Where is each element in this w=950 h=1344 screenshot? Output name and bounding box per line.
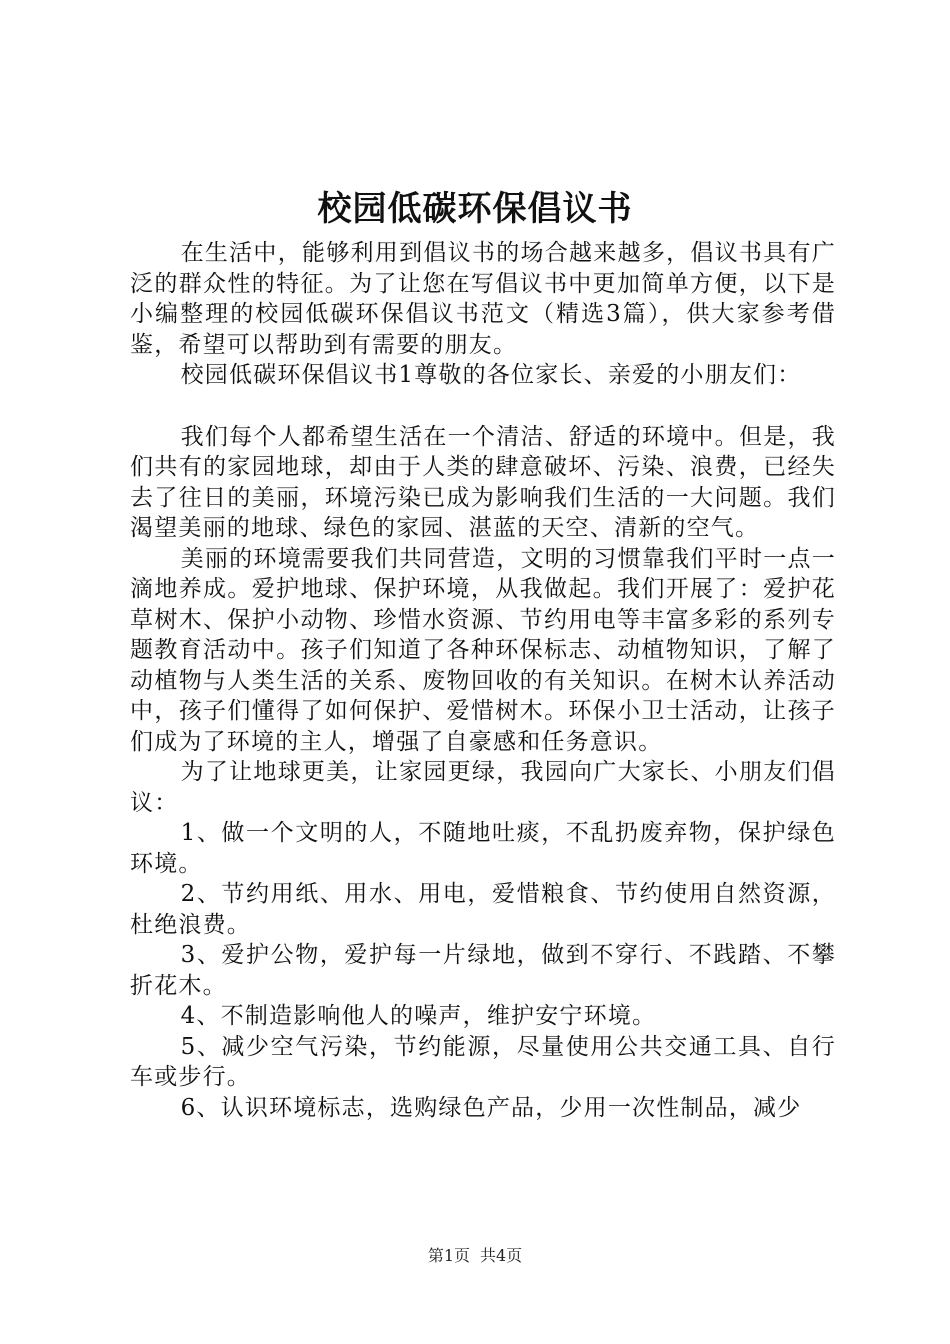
page-footer bbox=[0, 1245, 950, 1267]
list-item: 2、节约用纸、用水、用电，爱惜粮食、节约使用自然资源，杜绝浪费。 bbox=[130, 881, 836, 938]
list-item: 3、爱护公物，爱护每一片绿地，做到不穿行、不践踏、不攀折花木。 bbox=[130, 942, 836, 999]
list-item: 6、认识环境标志，选购绿色产品，少用一次性制品，减少 bbox=[180, 1094, 802, 1121]
list-item: 1、做一个文明的人，不随地吐痰，不乱扔废弃物，保护绿色环境。 bbox=[130, 820, 836, 877]
body-paragraph: 我们每个人都希望生活在一个清洁、舒适的环境中。但是，我们共有的家园地球，却由于人类的肆意破坏、污染、浪费，已经失去了往日的美丽，环境污染已成为影响我们生活的一大问题。我们渴望美丽的地球、绿色的家园、湛蓝的天空、清新的空气。 bbox=[130, 423, 836, 541]
intro-paragraph: 在生活中，能够利用到倡议书的场合越来越多，倡议书具有广泛的群众性的特征。为了让您在写倡议书中更加简单方便，以下是小编整理的校园低碳环保倡议书范文（精选3篇），供大家参考借鉴，希望可以帮助到有需要的朋友。 bbox=[130, 240, 836, 358]
document-title: 校园低碳环保倡议书 bbox=[317, 189, 633, 229]
page-total: 共4页 bbox=[480, 1246, 523, 1265]
body-paragraph: 美丽的环境需要我们共同营造，文明的习惯靠我们平时一点一滴地养成。爱护地球、保护环境，从我做起。我们开展了：爱护花草树木、保护小动物、珍惜水资源、节约用电等丰富多彩的系列专题教育活动中。孩子们知道了各种环保标志、动植物知识，了解了动植物与人类生活的关系、废物回收的有关知识。在树木认养活动中，孩子们懂得了如何保护、爱惜树木。环保小卫士活动，让孩子们成为了环境的主人，增强了自豪感和任务意识。 bbox=[130, 545, 836, 755]
document-body bbox=[130, 238, 836, 1123]
list-item: 5、减少空气污染，节约能源，尽量使用公共交通工具、自行车或步行。 bbox=[130, 1033, 836, 1090]
list-item: 4、不制造影响他人的噪声，维护安宁环境。 bbox=[180, 1003, 657, 1029]
body-paragraph: 为了让地球更美，让家园更绿，我园向广大家长、小朋友们倡议： bbox=[130, 759, 836, 816]
salutation-paragraph: 校园低碳环保倡议书1尊敬的各位家长、亲爱的小朋友们： bbox=[180, 362, 802, 388]
page-number: 第1页 bbox=[427, 1246, 470, 1265]
